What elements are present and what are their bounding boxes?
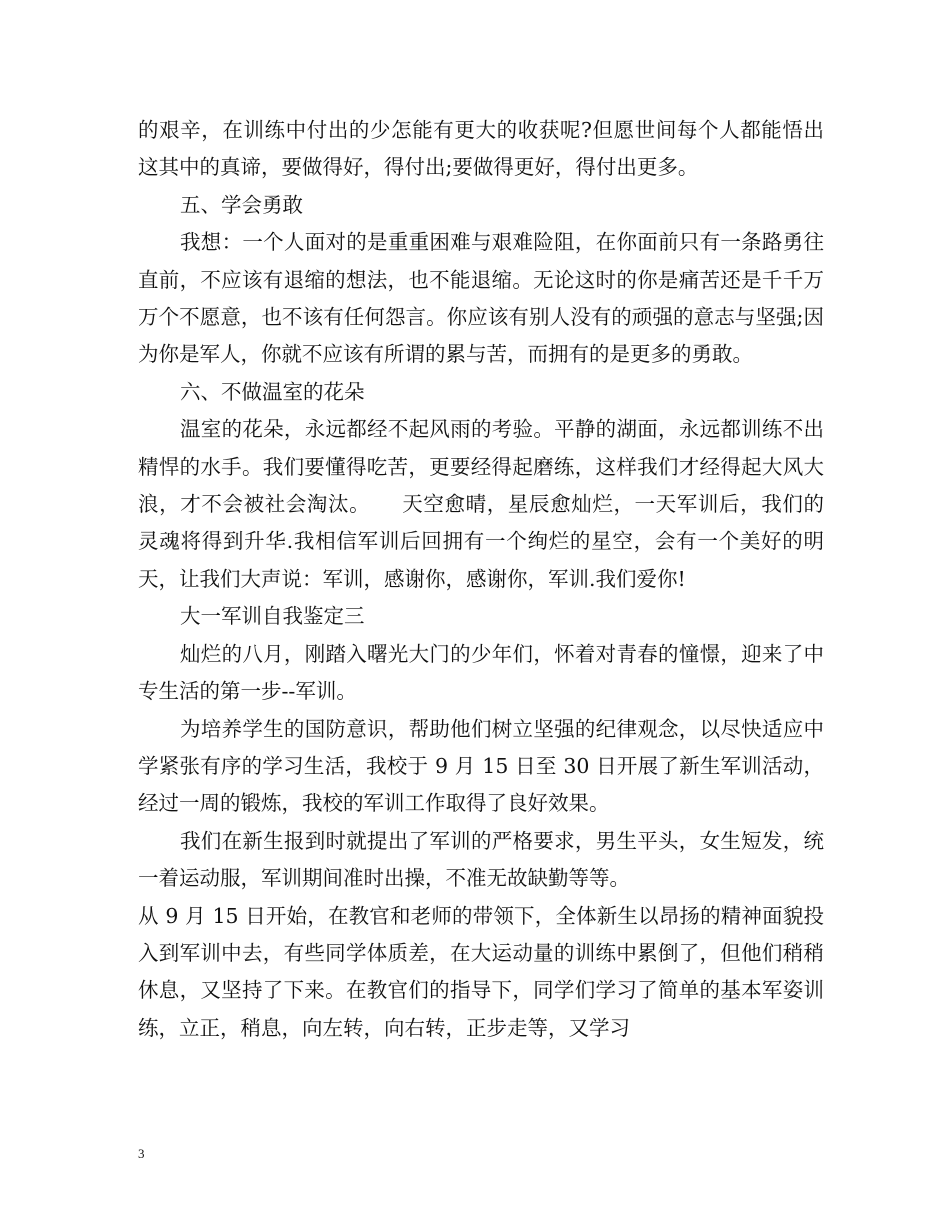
paragraph-training-start: 从 9 月 15 日开始，在教官和老师的带领下，全体新生以昂扬的精神面貌投入到军训中去，有些同学体质差，在大运动量的训练中累倒了，但他们稍稍休息，又坚持了下来。在教官们的指导下，同学们学习了简单的基本军姿训练，立正，稍息，向左转，向右转，正步走等，又学习 xyxy=(138,903,824,1040)
page-number: 3 xyxy=(138,1146,145,1161)
paragraph-continuation: 的艰辛，在训练中付出的少怎能有更大的收获呢?但愿世间每个人都能悟出这其中的真谛，要做得好，得付出;要做得更好，得付出更多。 xyxy=(138,118,824,180)
paragraph-national-defense: 为培养学生的国防意识，帮助他们树立坚强的纪律观念，以尽快适应中学紧张有序的学习生活，我校于 9 月 15 日至 30 日开展了新生军训活动，经过一周的锻炼，我校的军训工作取得了良好效果。 xyxy=(138,716,824,816)
paragraph-greenhouse: 温室的花朵，永远都经不起风雨的考验。平静的湖面，永远都训练不出精悍的水手。我们要懂得吃苦，更要经得起磨练，这样我们才经得起大风大浪，才不会被社会淘汰。 天空愈晴，星辰愈灿烂，一天军训后，我们的灵魂将得到升华.我相信军训后回拥有一个绚烂的星空，会有一个美好的明天，让我们大声说：军训，感谢你，感谢你，军训.我们爱你! xyxy=(138,417,824,591)
section-heading-greenhouse: 六、不做温室的花朵 xyxy=(180,379,365,404)
paragraph-brave: 我想：一个人面对的是重重困难与艰难险阻，在你面前只有一条路勇往直前，不应该有退缩的想法，也不能退缩。无论这时的你是痛苦还是千千万万个不愿意，也不该有任何怨言。你应该有别人没有的顽强的意志与坚强;因为你是军人，你就不应该有所谓的累与苦，而拥有的是更多的勇敢。 xyxy=(138,230,824,367)
paragraph-august: 灿烂的八月，刚踏入曙光大门的少年们，怀着对青春的憧憬，迎来了中专生活的第一步--军训。 xyxy=(138,641,824,704)
document-body xyxy=(138,112,824,1047)
section-heading-self-evaluation-three: 大一军训自我鉴定三 xyxy=(180,604,365,629)
paragraph-requirements: 我们在新生报到时就提出了军训的严格要求，男生平头，女生短发，统一着运动服，军训期间准时出操，不准无故缺勤等等。 xyxy=(138,828,824,891)
section-heading-be-brave: 五、学会勇敢 xyxy=(180,192,303,217)
